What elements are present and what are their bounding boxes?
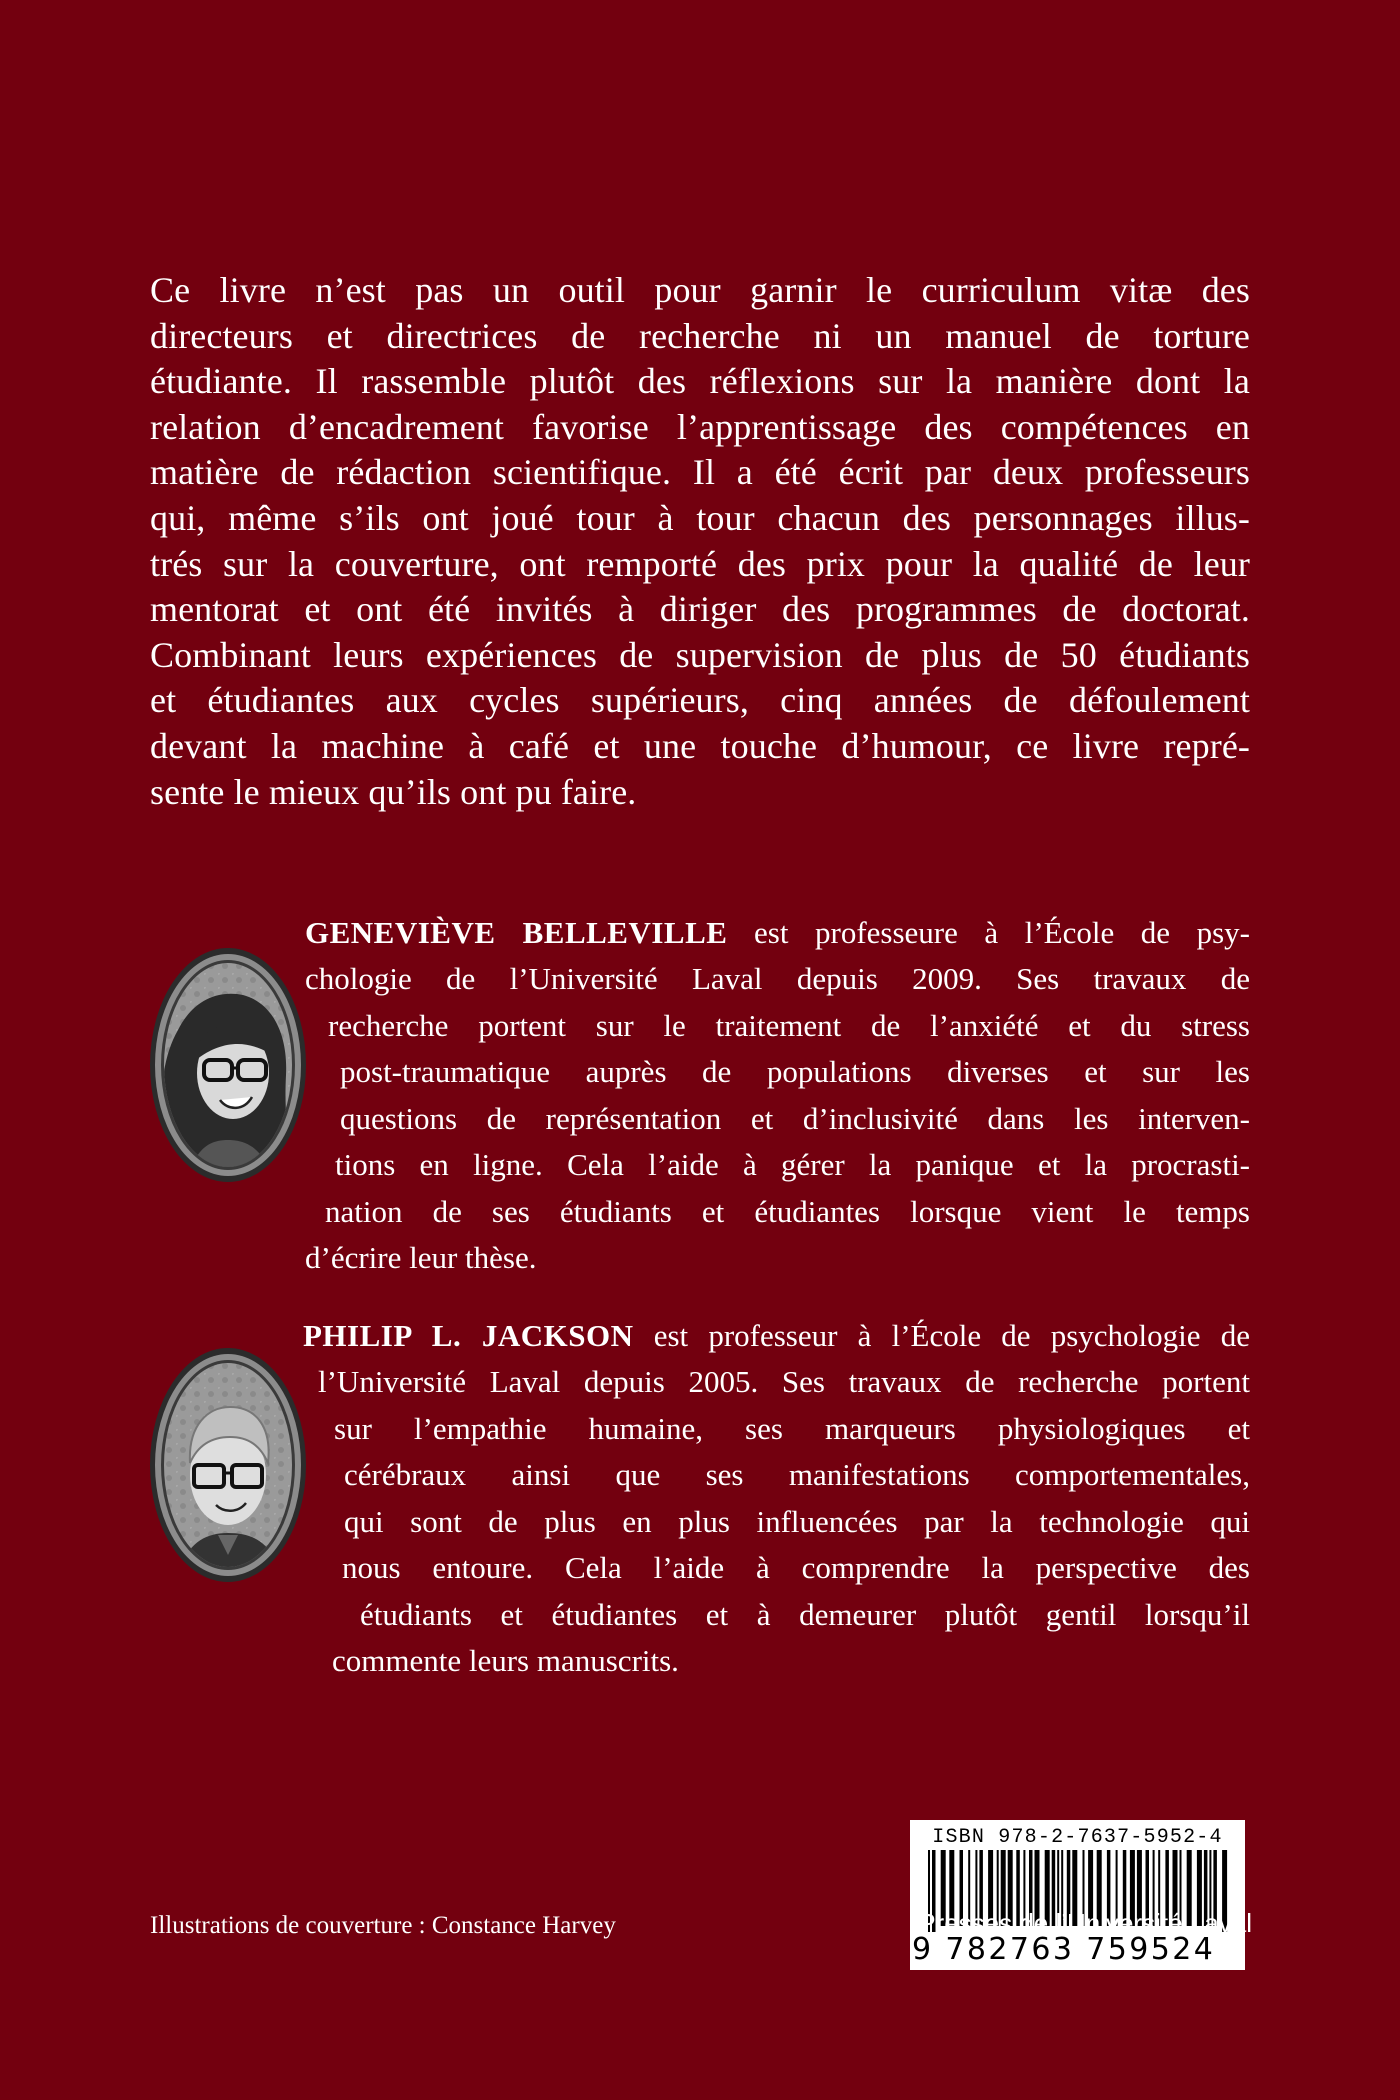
author-bio-line: l’Université Laval depuis 2005. Ses travaux de recherche portent [318, 1364, 1250, 1399]
author-bio-jackson [303, 1313, 1250, 1360]
author-bio-jackson-cont [344, 1452, 1250, 1499]
portrait-belleville-icon [148, 945, 308, 1185]
blurb-line: et étudiantes aux cycles supérieurs, cinq années de défoulement [150, 680, 1250, 721]
author-bio-belleville-cont [305, 1235, 1250, 1282]
author-bio-line: post-traumatique auprès de populations diverses et sur les [340, 1054, 1250, 1089]
author-bio-jackson-cont [360, 1592, 1250, 1639]
blurb-line: qui, même s’ils ont joué tour à tour chacun des personnages illus- [150, 497, 1250, 538]
author-bio-jackson-cont [334, 1406, 1250, 1453]
author-bio-belleville-cont [340, 1096, 1250, 1143]
author-bio-jackson-cont [332, 1638, 1250, 1685]
author-bio-belleville-cont [340, 1049, 1250, 1096]
author-bio-line: cérébraux ainsi que ses manifestations comportementales, [344, 1457, 1250, 1492]
author-bio-line: recherche portent sur le traitement de l’anxiété et du stress [328, 1008, 1250, 1043]
author-bio-line: d’écrire leur thèse. [305, 1240, 537, 1275]
author-bio-line: étudiants et étudiantes et à demeurer plutôt gentil lorsqu’il [360, 1597, 1250, 1632]
author-bio-line: tions en ligne. Cela l’aide à gérer la panique et la procrasti- [335, 1147, 1250, 1182]
author-bio-jackson-cont [318, 1359, 1250, 1406]
portrait-jackson-icon [148, 1345, 308, 1585]
back-cover-blurb [150, 268, 1250, 815]
author-bio-belleville-cont [325, 1189, 1250, 1236]
author-bio-belleville-cont [335, 1142, 1250, 1189]
blurb-line: étudiante. Il rassemble plutôt des réflexions sur la manière dont la [150, 361, 1250, 402]
author-bio-jackson-cont [344, 1499, 1250, 1546]
author-bio-line: questions de représentation et d’inclusivité dans les interven- [340, 1101, 1250, 1136]
blurb-line: trés sur la couverture, ont remporté des prix pour la qualité de leur [150, 543, 1250, 584]
author-bio-line: GENEVIÈVE BELLEVILLE est professeure à l’École de psy- [305, 915, 1250, 950]
author-name: GENEVIÈVE BELLEVILLE [305, 915, 728, 950]
blurb-line: Combinant leurs expériences de supervision de plus de 50 étudiants [150, 634, 1250, 675]
blurb-line: directeurs et directrices de recherche ni un manuel de torture [150, 315, 1250, 356]
author-name: PHILIP L. JACKSON [303, 1318, 634, 1353]
author-bio-belleville-cont [305, 956, 1250, 1003]
author-bio-line: qui sont de plus en plus influencées par la technologie qui [344, 1504, 1250, 1539]
author-bio-line: chologie de l’Université Laval depuis 2009. Ses travaux de [305, 961, 1250, 996]
author-bio-belleville-cont [328, 1003, 1250, 1050]
isbn-barcode [910, 1820, 1245, 1970]
blurb-line: sente le mieux qu’ils ont pu faire. [150, 771, 637, 812]
blurb-line: devant la machine à café et une touche d’humour, ce livre repré- [150, 725, 1250, 766]
illustration-credit: Illustrations de couverture : Constance Harvey [150, 1912, 616, 1939]
author-bio-line: commente leurs manuscrits. [332, 1643, 679, 1678]
blurb-line: matière de rédaction scientifique. Il a été écrit par deux professeurs [150, 452, 1250, 493]
author-bio-line: nous entoure. Cela l’aide à comprendre la perspective des [342, 1550, 1250, 1585]
author-bio-belleville [305, 910, 1250, 957]
isbn-label: ISBN 978-2-7637-5952-4 [932, 1826, 1223, 1849]
ean-digits: 9 782763 759524 [912, 1932, 1216, 1967]
author-bio-line: nation de ses étudiants et étudiantes lorsque vient le temps [325, 1194, 1250, 1229]
blurb-line: Ce livre n’est pas un outil pour garnir le curriculum vitæ des [150, 270, 1250, 310]
author-bio-jackson-cont [342, 1545, 1250, 1592]
blurb-line: mentorat et ont été invités à diriger des programmes de doctorat. [150, 589, 1250, 630]
publisher-name: Presses de l’Université Laval [918, 1908, 1252, 1938]
author-bio-line: PHILIP L. JACKSON est professeur à l’École de psychologie de [303, 1318, 1250, 1353]
author-bio-line: sur l’empathie humaine, ses marqueurs physiologiques et [334, 1411, 1250, 1446]
blurb-line: relation d’encadrement favorise l’apprentissage des compétences en [150, 406, 1250, 447]
